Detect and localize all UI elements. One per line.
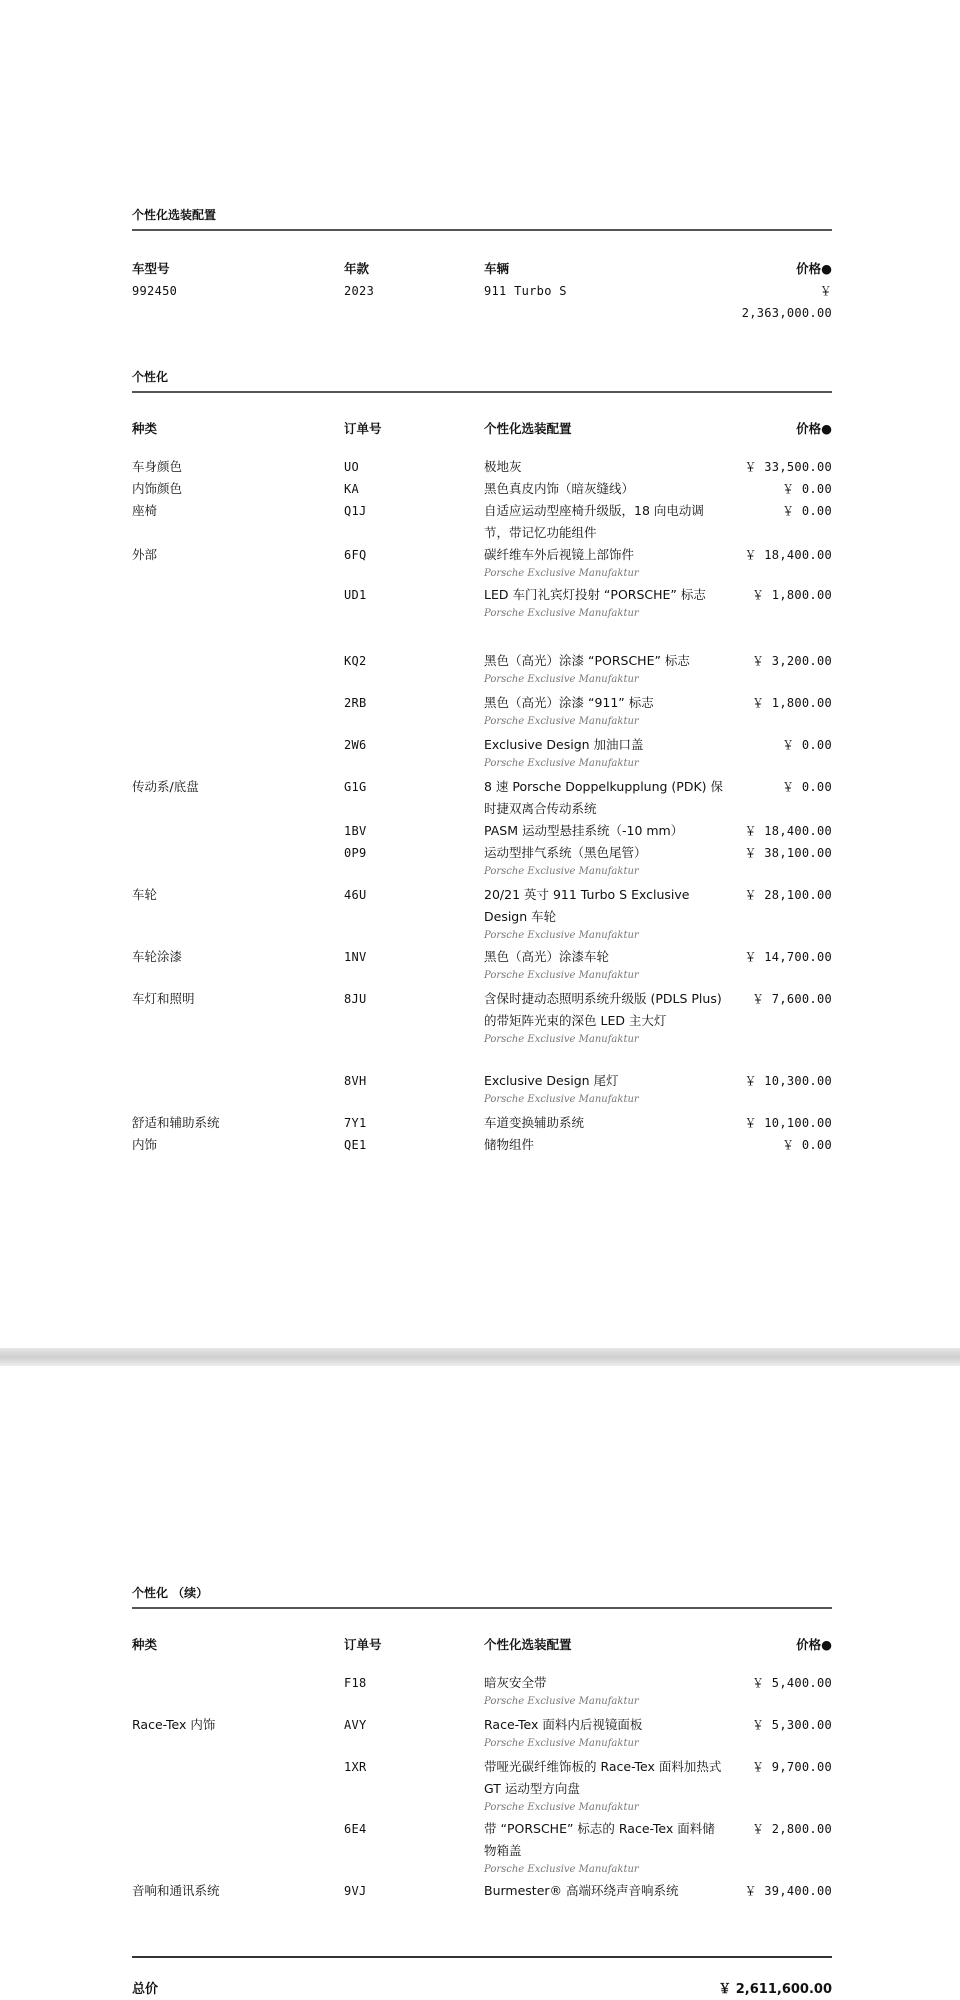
row-option-cell <box>484 842 724 880</box>
row-option-description: Race-Tex 面料内后视镜面板 <box>484 1717 643 1732</box>
row-category: 车身颜色 <box>132 459 183 474</box>
row-option-description: 黑色（高光）涂漆车轮 <box>484 949 610 964</box>
row-price: ￥ 0.00 <box>782 504 832 518</box>
row-category: 车轮 <box>132 887 158 902</box>
row-price: ￥ 0.00 <box>782 482 832 496</box>
row-price: ￥ 0.00 <box>782 780 832 794</box>
row-option-cell <box>484 1070 724 1108</box>
page-2 <box>0 1366 960 2000</box>
row-option-description: LED 车门礼宾灯投射 “PORSCHE” 标志 <box>484 587 706 602</box>
row-price: ￥ 38,100.00 <box>744 846 832 860</box>
row-category: 车轮涂漆 <box>132 949 183 964</box>
row-price: ￥ 7,600.00 <box>751 992 832 1006</box>
row-order-code: 7Y1 <box>344 1116 367 1130</box>
row-option-cell <box>484 988 724 1048</box>
row-option-description: 运动型排气系统（黑色尾管） <box>484 845 647 860</box>
row-order-code: 1XR <box>344 1760 367 1774</box>
header-year: 年款 <box>344 261 370 276</box>
row-order-code: Q1J <box>344 504 367 518</box>
row-option-cell <box>484 692 724 730</box>
row-option-cell <box>484 884 724 944</box>
model-no: 992450 <box>132 284 178 298</box>
row-option-description: Burmester® 高端环绕声音响系统 <box>484 1883 679 1898</box>
row-option-cell <box>484 946 724 984</box>
row-option-description: 储物组件 <box>484 1137 535 1152</box>
row-order-code: 0P9 <box>344 846 367 860</box>
row-option-cell <box>484 776 724 820</box>
row-option-cell <box>484 734 724 772</box>
page-separator <box>0 1348 960 1366</box>
row-manufaktur-note: Porsche Exclusive Manufaktur <box>484 1864 639 1875</box>
header-model-no: 车型号 <box>132 261 170 276</box>
row-price: ￥ 2,800.00 <box>751 1822 832 1836</box>
header-option: 个性化选装配置 <box>484 421 572 436</box>
row-price: ￥ 18,400.00 <box>744 824 832 838</box>
row-option-description: 自适应运动型座椅升级版，18 向电动调节，带记忆功能组件 <box>484 503 704 540</box>
row-order-code: 1NV <box>344 950 367 964</box>
row-order-code: QE1 <box>344 1138 367 1152</box>
model-price: ￥ 2,363,000.00 <box>741 284 832 320</box>
row-order-code: F18 <box>344 1676 367 1690</box>
row-manufaktur-note: Porsche Exclusive Manufaktur <box>484 716 639 727</box>
row-category: 内饰颜色 <box>132 481 183 496</box>
row-price: ￥ 39,400.00 <box>744 1884 832 1898</box>
row-option-cell <box>484 1818 724 1878</box>
row-price: ￥ 14,700.00 <box>744 950 832 964</box>
header-order-no: 订单号 <box>344 1637 382 1652</box>
row-manufaktur-note: Porsche Exclusive Manufaktur <box>484 1094 639 1105</box>
row-order-code: 6E4 <box>344 1822 367 1836</box>
row-option-cell <box>484 500 724 544</box>
row-option-description: 车道变换辅助系统 <box>484 1115 585 1130</box>
row-option-description: 碳纤维车外后视镜上部饰件 <box>484 547 635 562</box>
row-category: 内饰 <box>132 1137 158 1152</box>
row-order-code: KA <box>344 482 360 496</box>
total-value: ￥ 2,611,600.00 <box>718 1982 832 1997</box>
row-option-description: 极地灰 <box>484 459 522 474</box>
row-order-code: 2RB <box>344 696 367 710</box>
row-manufaktur-note: Porsche Exclusive Manufaktur <box>484 1696 639 1707</box>
row-manufaktur-note: Porsche Exclusive Manufaktur <box>484 758 639 769</box>
row-order-code: 1BV <box>344 824 367 838</box>
row-option-description: Exclusive Design 尾灯 <box>484 1073 619 1088</box>
header-price: 价格● <box>796 261 832 276</box>
model-section-title: 个性化选装配置 <box>132 206 832 231</box>
row-order-code: 46U <box>344 888 367 902</box>
row-order-code: 6FQ <box>344 548 367 562</box>
row-manufaktur-note: Porsche Exclusive Manufaktur <box>484 866 639 877</box>
row-option-cell <box>484 544 724 582</box>
row-order-code: 2W6 <box>344 738 367 752</box>
header-vehicle: 车辆 <box>484 261 510 276</box>
row-order-code: KQ2 <box>344 654 367 668</box>
row-order-code: UD1 <box>344 588 367 602</box>
row-manufaktur-note: Porsche Exclusive Manufaktur <box>484 1034 639 1045</box>
row-price: ￥ 5,400.00 <box>751 1676 832 1690</box>
row-price: ￥ 18,400.00 <box>744 548 832 562</box>
model-year: 2023 <box>344 284 375 298</box>
row-category: 传动系/底盘 <box>132 779 199 794</box>
row-option-cell <box>484 1880 724 1902</box>
row-category: 车灯和照明 <box>132 991 195 1006</box>
header-price: 价格● <box>796 1637 832 1652</box>
row-option-cell <box>484 1756 724 1816</box>
row-option-description: PASM 运动型悬挂系统（-10 mm） <box>484 823 684 838</box>
row-option-cell <box>484 1134 724 1156</box>
row-option-cell <box>484 1672 724 1710</box>
row-manufaktur-note: Porsche Exclusive Manufaktur <box>484 674 639 685</box>
row-order-code: G1G <box>344 780 367 794</box>
model-vehicle: 911 Turbo S <box>484 284 567 298</box>
row-price: ￥ 0.00 <box>782 738 832 752</box>
row-order-code: 8JU <box>344 992 367 1006</box>
header-order-no: 订单号 <box>344 421 382 436</box>
row-price: ￥ 33,500.00 <box>744 460 832 474</box>
row-option-description: 黑色（高光）涂漆 “PORSCHE” 标志 <box>484 653 690 668</box>
row-order-code: 9VJ <box>344 1884 367 1898</box>
row-option-description: 带哑光碳纤维饰板的 Race-Tex 面料加热式 GT 运动型方向盘 <box>484 1759 722 1796</box>
header-category: 种类 <box>132 421 158 436</box>
row-manufaktur-note: Porsche Exclusive Manufaktur <box>484 1738 639 1749</box>
row-category: 舒适和辅助系统 <box>132 1115 220 1130</box>
row-option-cell <box>484 584 724 622</box>
total-label: 总价 <box>132 1982 159 1997</box>
row-price: ￥ 1,800.00 <box>751 696 832 710</box>
row-option-description: 黑色（高光）涂漆 “911” 标志 <box>484 695 654 710</box>
row-order-code: AVY <box>344 1718 367 1732</box>
row-option-cell <box>484 1714 724 1752</box>
row-option-cell <box>484 478 724 500</box>
row-price: ￥ 10,300.00 <box>744 1074 832 1088</box>
row-category: Race-Tex 内饰 <box>132 1717 216 1732</box>
row-manufaktur-note: Porsche Exclusive Manufaktur <box>484 568 639 579</box>
row-option-description: 8 速 Porsche Doppelkupplung (PDK) 保时捷双离合传动系统 <box>484 779 724 816</box>
row-price: ￥ 28,100.00 <box>744 888 832 902</box>
row-option-description: 黑色真皮内饰（暗灰缝线） <box>484 481 635 496</box>
row-category: 外部 <box>132 547 158 562</box>
row-category: 音响和通讯系统 <box>132 1883 220 1898</box>
personalization-title: 个性化 <box>132 368 832 393</box>
row-order-code: UO <box>344 460 360 474</box>
row-option-cell <box>484 650 724 688</box>
row-price: ￥ 0.00 <box>782 1138 832 1152</box>
row-price: ￥ 9,700.00 <box>751 1760 832 1774</box>
row-option-description: Exclusive Design 加油口盖 <box>484 737 644 752</box>
row-manufaktur-note: Porsche Exclusive Manufaktur <box>484 608 639 619</box>
header-price: 价格● <box>796 421 832 436</box>
row-option-description: 带 “PORSCHE” 标志的 Race-Tex 面料储物箱盖 <box>484 1821 715 1858</box>
row-price: ￥ 1,800.00 <box>751 588 832 602</box>
row-order-code: 8VH <box>344 1074 367 1088</box>
row-option-description: 含保时捷动态照明系统升级版 (PDLS Plus) 的带矩阵光束的深色 LED 主大灯 <box>484 991 722 1028</box>
row-option-description: 20/21 英寸 911 Turbo S Exclusive Design 车轮 <box>484 887 690 924</box>
personalization-cont-title: 个性化 （续） <box>132 1584 832 1609</box>
row-manufaktur-note: Porsche Exclusive Manufaktur <box>484 970 639 981</box>
header-option: 个性化选装配置 <box>484 1637 572 1652</box>
header-category: 种类 <box>132 1637 158 1652</box>
row-option-cell <box>484 820 724 842</box>
row-option-cell <box>484 456 724 478</box>
row-price: ￥ 3,200.00 <box>751 654 832 668</box>
row-category: 座椅 <box>132 503 158 518</box>
row-price: ￥ 10,100.00 <box>744 1116 832 1130</box>
row-manufaktur-note: Porsche Exclusive Manufaktur <box>484 1802 639 1813</box>
total-divider <box>132 1956 832 1958</box>
row-manufaktur-note: Porsche Exclusive Manufaktur <box>484 930 639 941</box>
row-option-description: 暗灰安全带 <box>484 1675 547 1690</box>
row-price: ￥ 5,300.00 <box>751 1718 832 1732</box>
row-option-cell <box>484 1112 724 1134</box>
